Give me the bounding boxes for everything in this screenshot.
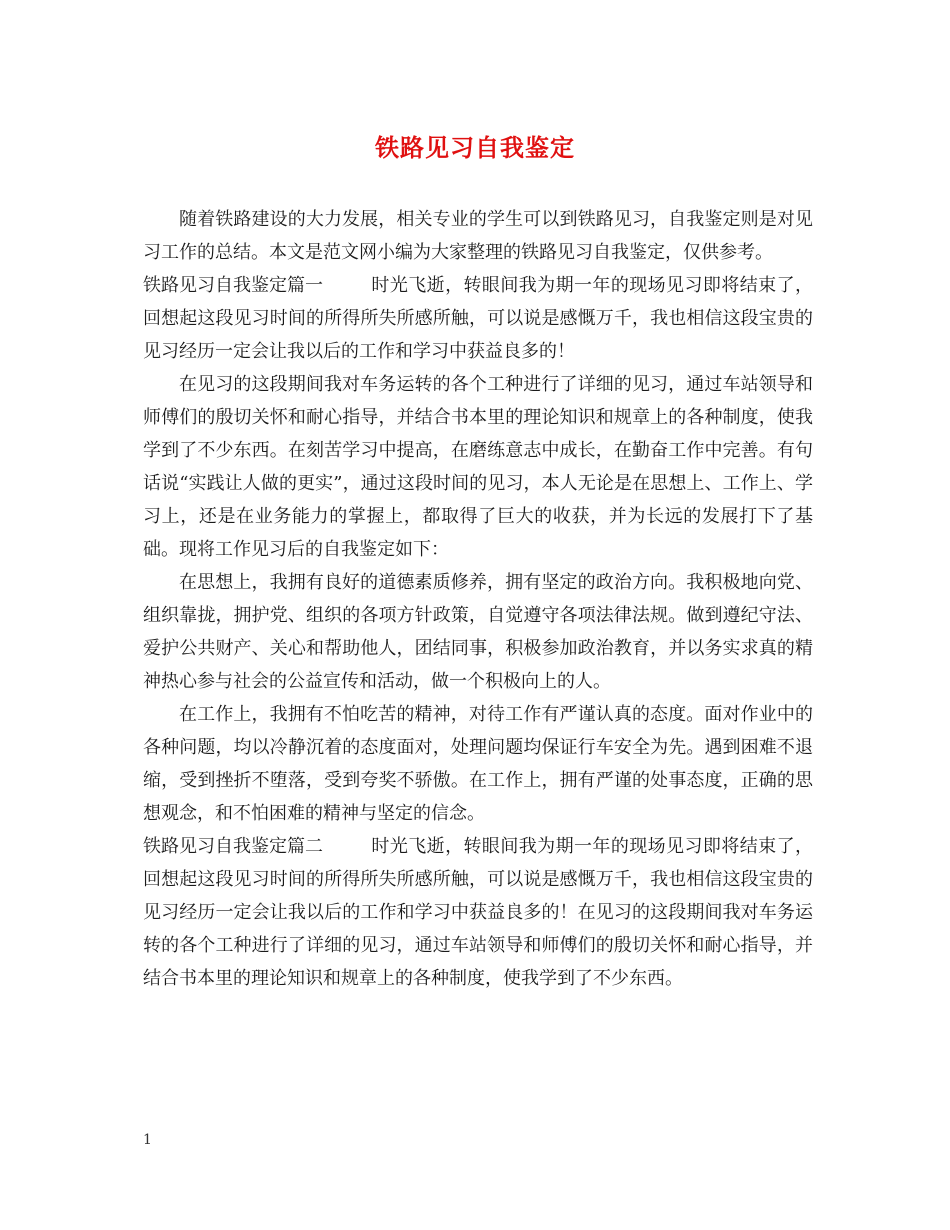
section-1-text: 时光飞逝，转眼间我为期一年的现场见习即将结束了，回想起这段见习时间的所得所失所感所触，可以说是感慨万千，我也相信这段宝贵的见习经历一定会让我以后的工作和学习中获益良多的！ — [143, 275, 813, 362]
paragraph-work: 在工作上，我拥有不怕吃苦的精神，对待工作有严谨认真的态度。面对作业中的各种问题，均以冷静沉着的态度面对，处理问题均保证行车安全为先。遇到困难不退缩，受到挫折不堕落，受到夸奖不骄傲。在工作上，拥有严谨的处事态度，正确的思想观念，和不怕困难的精神与坚定的信念。 — [143, 704, 813, 824]
intro-paragraph: 随着铁路建设的大力发展，相关专业的学生可以到铁路见习，自我鉴定则是对见习工作的总结。本文是范文网小编为大家整理的铁路见习自我鉴定，仅供参考。 — [143, 209, 813, 263]
section-2-heading: 铁路见习自我鉴定篇二 — [143, 836, 323, 857]
section-1-heading: 铁路见习自我鉴定篇一 — [143, 275, 323, 296]
paragraph-practice: 在见习的这段期间我对车务运转的各个工种进行了详细的见习，通过车站领导和师傅们的殷切关怀和耐心指导，并结合书本里的理论知识和规章上的各种制度，使我学到了不少东西。在刻苦学习中提高，在磨练意志中成长，在勤奋工作中完善。有句话说“实践让人做的更实”，通过这段时间的见习，本人无论是在思想上、工作上、学习上，还是在业务能力的掌握上，都取得了巨大的收获，并为长远的发展打下了基础。现将工作见习后的自我鉴定如下： — [143, 374, 813, 560]
document-body — [143, 203, 813, 995]
section-1-paragraph — [143, 269, 813, 368]
section-2-text: 时光飞逝，转眼间我为期一年的现场见习即将结束了，回想起这段见习时间的所得所失所感所触，可以说是感慨万千，我也相信这段宝贵的见习经历一定会让我以后的工作和学习中获益良多的！在见习的这段期间我对车务运转的各个工种进行了详细的见习，通过车站领导和师傅们的殷切关怀和耐心指导，并结合书本里的理论知识和规章上的各种制度，使我学到了不少东西。 — [143, 836, 813, 989]
document-title: 铁路见习自我鉴定 — [375, 133, 575, 162]
paragraph-thought: 在思想上，我拥有良好的道德素质修养，拥有坚定的政治方向。我积极地向党、组织靠拢，拥护党、组织的各项方针政策，自觉遵守各项法律法规。做到遵纪守法、爱护公共财产、关心和帮助他人，团结同事，积极参加政治教育，并以务实求真的精神热心参与社会的公益宣传和活动，做一个积极向上的人。 — [143, 572, 813, 692]
section-2-paragraph — [143, 830, 813, 995]
page-number: 1 — [143, 1132, 152, 1148]
